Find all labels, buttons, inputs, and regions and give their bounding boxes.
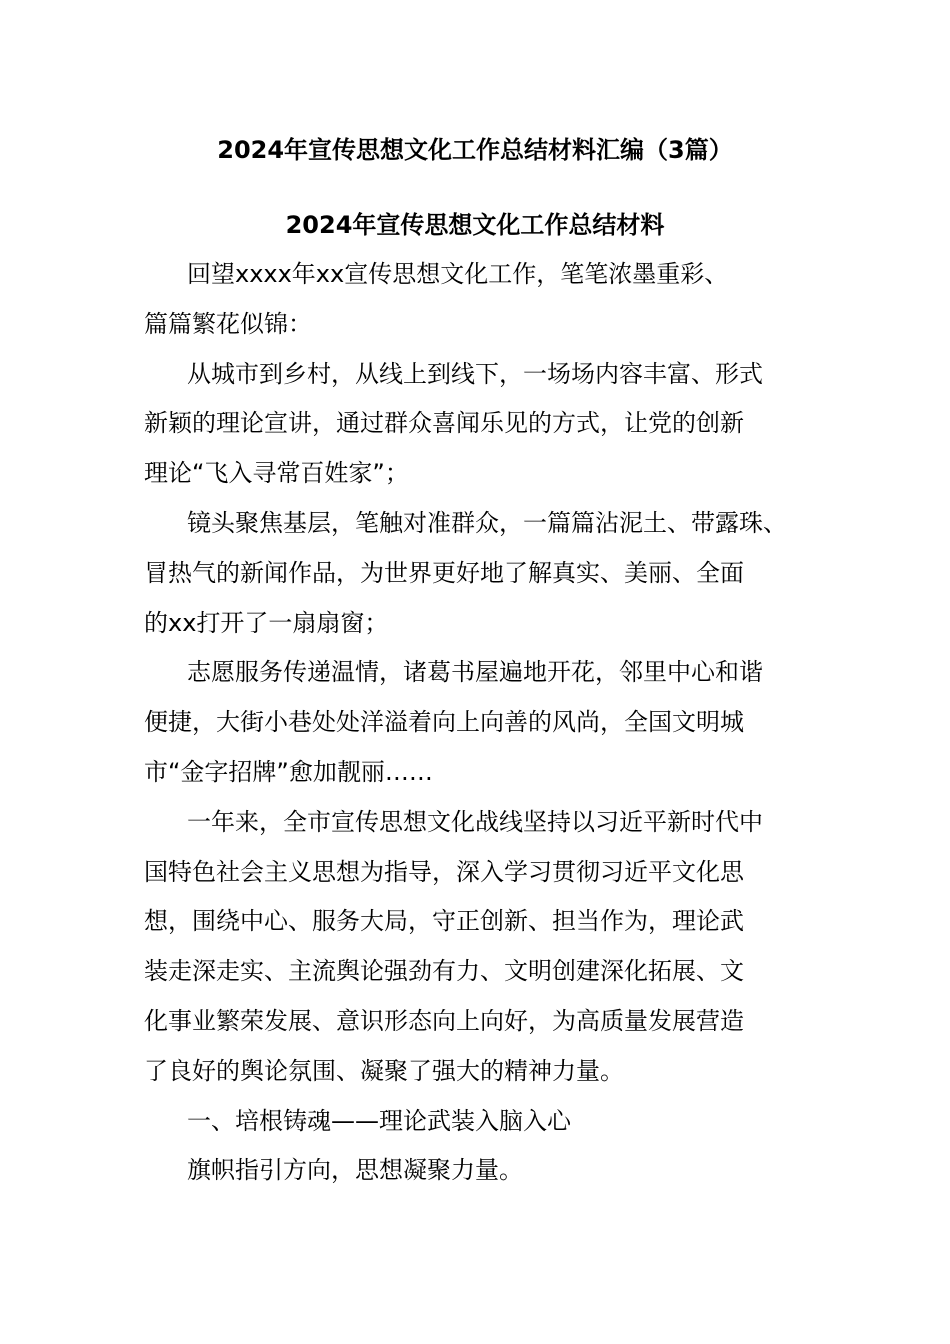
paragraph-line: 新颖的理论宣讲，通过群众喜闻乐见的方式，让党的创新 — [144, 409, 744, 438]
document-body — [144, 250, 824, 1196]
paragraph-line: 想，围绕中心、服务大局，守正创新、担当作为，理论武 — [144, 907, 744, 936]
paragraph-line: 了良好的舆论氛围、凝聚了强大的精神力量。 — [144, 1056, 624, 1085]
section-heading-1 — [144, 1097, 824, 1147]
paragraph-line: 篇篇繁花似锦： — [144, 309, 312, 338]
document-main-title: 2024年宣传思想文化工作总结材料汇编（3篇） — [217, 136, 733, 164]
paragraph-line: 国特色社会主义思想为指导，深入学习贯彻习近平文化思 — [144, 857, 744, 886]
paragraph-line: 回望xxxx年xx宣传思想文化工作，笔笔浓墨重彩、 — [187, 260, 729, 288]
paragraph-line: 镜头聚焦基层，笔触对准群众，一篇篇沾泥土、带露珠、 — [187, 508, 787, 537]
paragraph-intro — [144, 250, 824, 350]
section-heading-text: 一、培根铸魂——理论武装入脑入心 — [187, 1106, 571, 1135]
paragraph-news-works — [144, 499, 824, 648]
paragraph-line: 一年来，全市宣传思想文化战线坚持以习近平新时代中 — [187, 807, 763, 836]
paragraph-volunteer-service — [144, 648, 824, 797]
paragraph-year-review — [144, 798, 824, 1097]
paragraph-section-1-lead — [144, 1146, 824, 1196]
paragraph-theory-lectures — [144, 350, 824, 499]
paragraph-line: 冒热气的新闻作品，为世界更好地了解真实、美丽、全面 — [144, 558, 744, 587]
paragraph-line: 理论“飞入寻常百姓家”； — [144, 459, 409, 488]
document-sub-title: 2024年宣传思想文化工作总结材料 — [285, 211, 665, 239]
paragraph-line: 装走深走实、主流舆论强劲有力、文明创建深化拓展、文 — [144, 957, 744, 986]
paragraph-line: 旗帜指引方向，思想凝聚力量。 — [187, 1156, 523, 1185]
paragraph-line: 的xx打开了一扇扇窗； — [144, 608, 389, 637]
paragraph-line: 从城市到乡村，从线上到线下，一场场内容丰富、形式 — [187, 359, 763, 388]
paragraph-line: 志愿服务传递温情，诸葛书屋遍地开花，邻里中心和谐 — [187, 658, 763, 687]
paragraph-line: 市“金字招牌”愈加靓丽…… — [144, 757, 433, 786]
paragraph-line: 便捷，大街小巷处处洋溢着向上向善的风尚，全国文明城 — [144, 708, 744, 737]
paragraph-line: 化事业繁荣发展、意识形态向上向好，为高质量发展营造 — [144, 1006, 744, 1035]
